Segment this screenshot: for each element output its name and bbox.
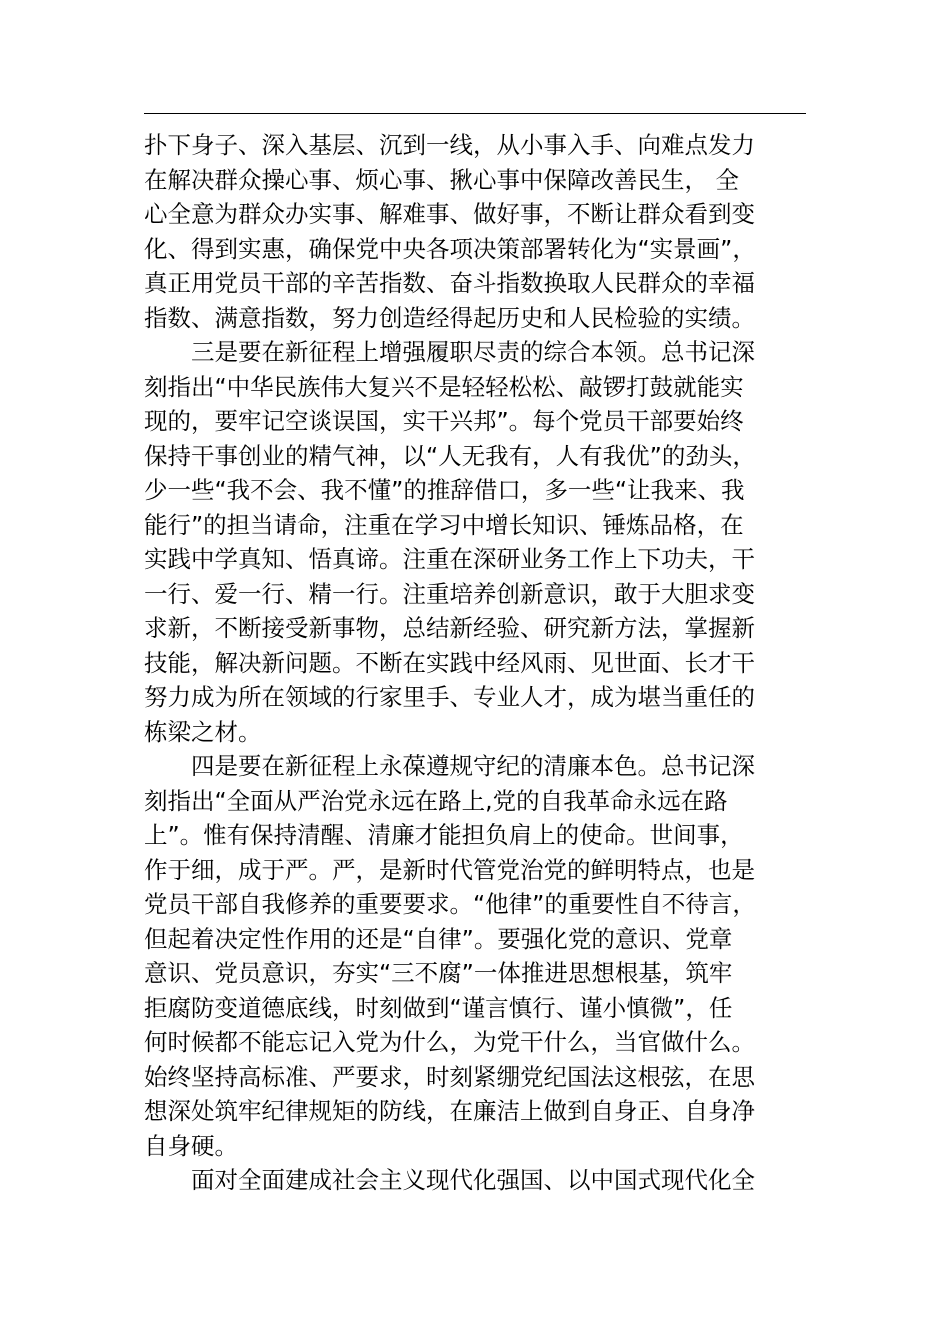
- text-line: 拒腐防变道德底线，时刻做到“谨言慎行、谨小慎微”，任: [144, 993, 733, 1022]
- text-line: 意识、党员意识，夯实“三不腐”一体推进思想根基，筑牢: [144, 959, 733, 987]
- text-line: 实践中学真知、悟真谛。注重在深研业务工作上下功夫，干: [144, 545, 755, 573]
- text-line: 作于细，成于严。严，是新时代管党治党的鲜明特点，也是: [144, 855, 755, 884]
- text-line: 指数、满意指数，努力创造经得起历史和人民检验的实绩。: [144, 303, 755, 332]
- text-line: 但起着决定性作用的还是“自律”。要强化党的意识、党章: [144, 924, 733, 953]
- text-line: 自身硬。: [144, 1131, 238, 1160]
- text-line: 能行”的担当请命，注重在学习中增长知识、锤炼品格，在: [144, 510, 744, 539]
- text-line: 扑下身子、深入基层、沉到一线，从小事入手、向难点发力: [144, 131, 755, 159]
- text-line: 少一些“我不会、我不懂”的推辞借口，多一些“让我来、我: [144, 476, 745, 504]
- text-line: 真正用党员干部的辛苦指数、奋斗指数换取人民群众的幸福: [144, 269, 755, 297]
- text-line: 始终坚持高标准、严要求，时刻紧绷党纪国法这根弦，在思: [144, 1062, 755, 1091]
- paragraph-start-line: 四是要在新征程上永葆遵规守纪的清廉本色。总书记深: [191, 752, 755, 780]
- text-line: 心全意为群众办实事、解难事、做好事，不断让群众看到变: [144, 200, 755, 228]
- text-line: 党员干部自我修养的重要要求。“他律”的重要性自不待言，: [144, 890, 756, 918]
- text-line: 一行、爱一行、精一行。注重培养创新意识，敢于大胆求变: [144, 579, 755, 608]
- text-line: 想深处筑牢纪律规矩的防线，在廉洁上做到自身正、自身净: [144, 1097, 755, 1125]
- text-line: 化、得到实惠，确保党中央各项决策部署转化为“实景画”，: [144, 234, 756, 263]
- body-text: [144, 128, 809, 1198]
- text-line: 刻指出“中华民族伟大复兴不是轻轻松松、敲锣打鼓就能实: [144, 372, 744, 401]
- paragraph-start-line: 三是要在新征程上增强履职尽责的综合本领。总书记深: [191, 338, 755, 366]
- text-line: 努力成为所在领域的行家里手、专业人才，成为堪当重任的: [144, 683, 755, 711]
- text-line: 栋梁之材。: [144, 717, 262, 746]
- text-line: 保持干事创业的精气神，以“人无我有，人有我优”的劲头，: [144, 441, 756, 470]
- text-line: 技能，解决新问题。不断在实践中经风雨、见世面、长才干: [144, 648, 755, 677]
- text-line: 刻指出“全面从严治党永远在路上,党的自我革命永远在路: [144, 786, 728, 815]
- paragraph-start-line: 面对全面建成社会主义现代化强国、以中国式现代化全: [191, 1166, 755, 1194]
- text-line: 上”。惟有保持清醒、清廉才能担负肩上的使命。世间事，: [144, 821, 744, 849]
- text-line: 求新，不断接受新事物，总结新经验、研究新方法，掌握新: [144, 614, 755, 642]
- text-line: 在解决群众操心事、烦心事、揪心事中保障改善民生， 全: [144, 165, 739, 194]
- text-line: 何时候都不能忘记入党为什么，为党干什么，当官做什么。: [144, 1028, 755, 1056]
- text-line: 现的，要牢记空谈误国，实干兴邦”。每个党员干部要始终: [144, 407, 744, 435]
- header-rule: [144, 113, 806, 114]
